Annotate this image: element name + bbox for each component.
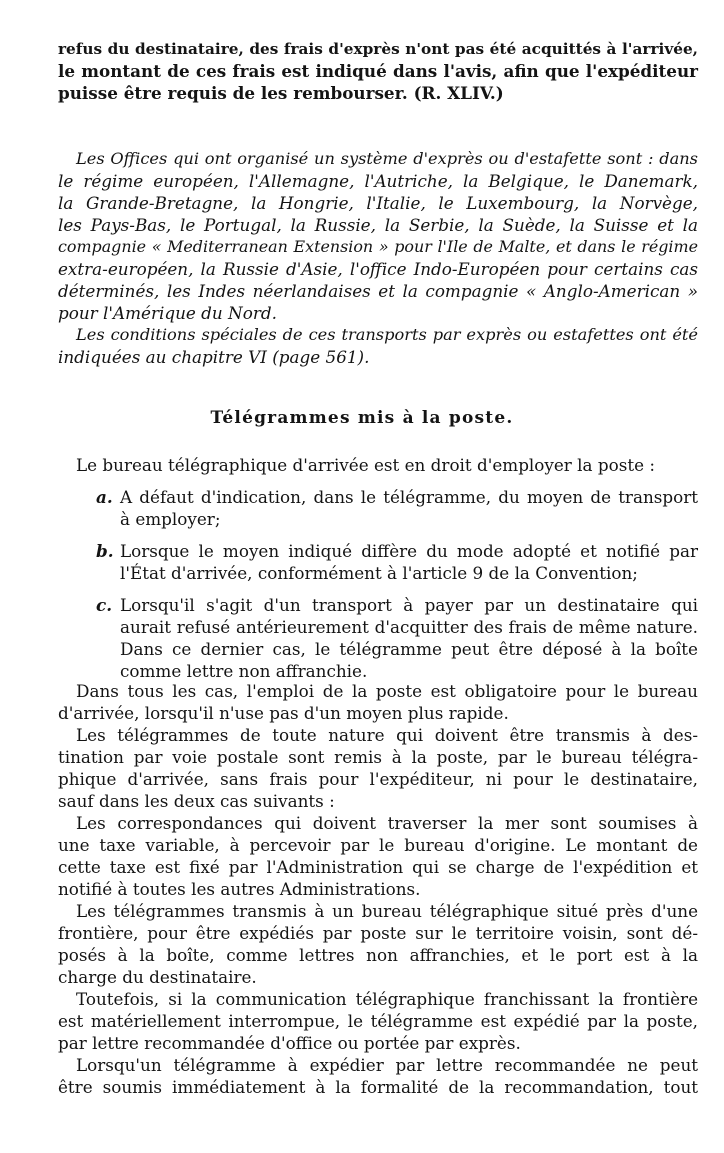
paragraph	[58, 812, 698, 900]
text-line: Dans ce dernier cas, le télégramme peut être déposé à la boîte	[120, 639, 698, 659]
paragraph	[58, 724, 698, 812]
text-line: aurait refusé antérieurement d'acquitter des frais de même nature.	[120, 617, 698, 637]
text-line: A défaut d'indication, dans le télégramme, du moyen de transport	[120, 487, 698, 507]
text-line: cette taxe est fixé par l'Administration qui se charge de l'expédition et	[58, 857, 698, 877]
text-line: refus du destinataire, des frais d'exprès n'ont pas été acquittés à l'arrivée,	[58, 40, 698, 58]
text-line: Dans tous les cas, l'emploi de la poste est obligatoire pour le bureau	[76, 681, 698, 701]
text-line: Lorsqu'il s'agit d'un transport à payer par un destinataire qui	[120, 595, 698, 615]
list-item	[58, 540, 698, 584]
item-list	[58, 486, 698, 682]
text-line: Toutefois, si la communication télégraphique franchissant la frontière	[76, 989, 698, 1009]
text-line: d'arrivée, lorsqu'il n'use pas d'un moyen plus rapide.	[58, 703, 509, 723]
list-item	[58, 594, 698, 682]
text-line: charge du destinataire.	[58, 967, 257, 987]
text-line: par lettre recommandée d'office ou portée par exprès.	[58, 1033, 521, 1053]
item-marker: c.	[96, 595, 113, 615]
text-line: comme lettre non affranchie.	[120, 661, 368, 681]
paragraph	[58, 988, 698, 1054]
section-heading: Télégrammes mis à la poste.	[210, 408, 514, 428]
text-line: Lorsque le moyen indiqué diffère du mode adopté et notifié par	[120, 541, 698, 561]
text-line: l'État d'arrivée, conformément à l'article 9 de la Convention;	[120, 563, 638, 583]
text-line: notifié à toutes les autres Administrations.	[58, 879, 421, 899]
text-line: Les Offices qui ont organisé un système d'exprès ou d'estafette sont : dans	[76, 149, 698, 168]
text-line: frontière, pour être expédiés par poste sur le territoire voisin, sont dé-	[58, 923, 698, 943]
text-line: déterminés, les Indes néerlandaises et la compagnie « Anglo-American »	[58, 281, 698, 301]
text-line: pour l'Amérique du Nord.	[58, 303, 277, 323]
text-line: Les télégrammes transmis à un bureau télégraphique situé près d'une	[76, 901, 698, 921]
text-line: Lorsqu'un télégramme à expédier par lettre recommandée ne peut	[76, 1055, 698, 1075]
text-line: Les conditions spéciales de ces transports par exprès ou estafettes ont été	[76, 325, 698, 344]
body-paragraphs	[58, 680, 698, 1098]
text-line: Le bureau télégraphique d'arrivée est en droit d'employer la poste :	[76, 455, 655, 475]
text-line: une taxe variable, à percevoir par le bureau d'origine. Le montant de	[58, 835, 698, 855]
paragraph	[58, 680, 698, 724]
text-line: Les correspondances qui doivent traverser la mer sont soumises à	[76, 813, 698, 833]
item-marker: b.	[96, 541, 114, 561]
text-line: le montant de ces frais est indiqué dans l'avis, afin que l'expéditeur	[58, 61, 698, 81]
text-line: sauf dans les deux cas suivants :	[58, 791, 335, 811]
text-line: phique d'arrivée, sans frais pour l'expéditeur, ni pour le destinataire,	[58, 769, 698, 789]
text-line: compagnie « Mediterranean Extension » pour l'Ile de Malte, et dans le régime	[58, 237, 698, 256]
text-line: Les télégrammes de toute nature qui doivent être transmis à des-	[76, 725, 698, 745]
offices-note	[58, 148, 698, 368]
text-line: est matériellement interrompue, le télégramme est expédié par la poste,	[58, 1011, 698, 1031]
text-line: la Grande-Bretagne, la Hongrie, l'Italie, le Luxembourg, la Norvège,	[58, 193, 698, 213]
item-marker: a.	[96, 487, 113, 507]
section-intro	[58, 454, 698, 476]
text-line: extra-européen, la Russie d'Asie, l'office Indo-Européen pour certains cas	[58, 259, 698, 279]
list-item	[58, 486, 698, 530]
paragraph	[58, 900, 698, 988]
text-line: à employer;	[120, 509, 221, 529]
text-line: tination par voie postale sont remis à la poste, par le bureau télégra-	[58, 747, 698, 767]
text-line: posés à la boîte, comme lettres non affranchies, et le port est à la	[58, 945, 698, 965]
text-line: être soumis immédiatement à la formalité de la recommandation, tout	[58, 1077, 698, 1097]
top-paragraph	[58, 38, 698, 104]
text-line: puisse être requis de les rembourser. (R. XLIV.)	[58, 83, 504, 103]
text-line: les Pays-Bas, le Portugal, la Russie, la Serbie, la Suède, la Suisse et la	[58, 215, 698, 235]
text-line: le régime européen, l'Allemagne, l'Autriche, la Belgique, le Danemark,	[58, 171, 698, 191]
text-line: indiquées au chapitre VI (page 561).	[58, 347, 370, 367]
paragraph	[58, 1054, 698, 1098]
